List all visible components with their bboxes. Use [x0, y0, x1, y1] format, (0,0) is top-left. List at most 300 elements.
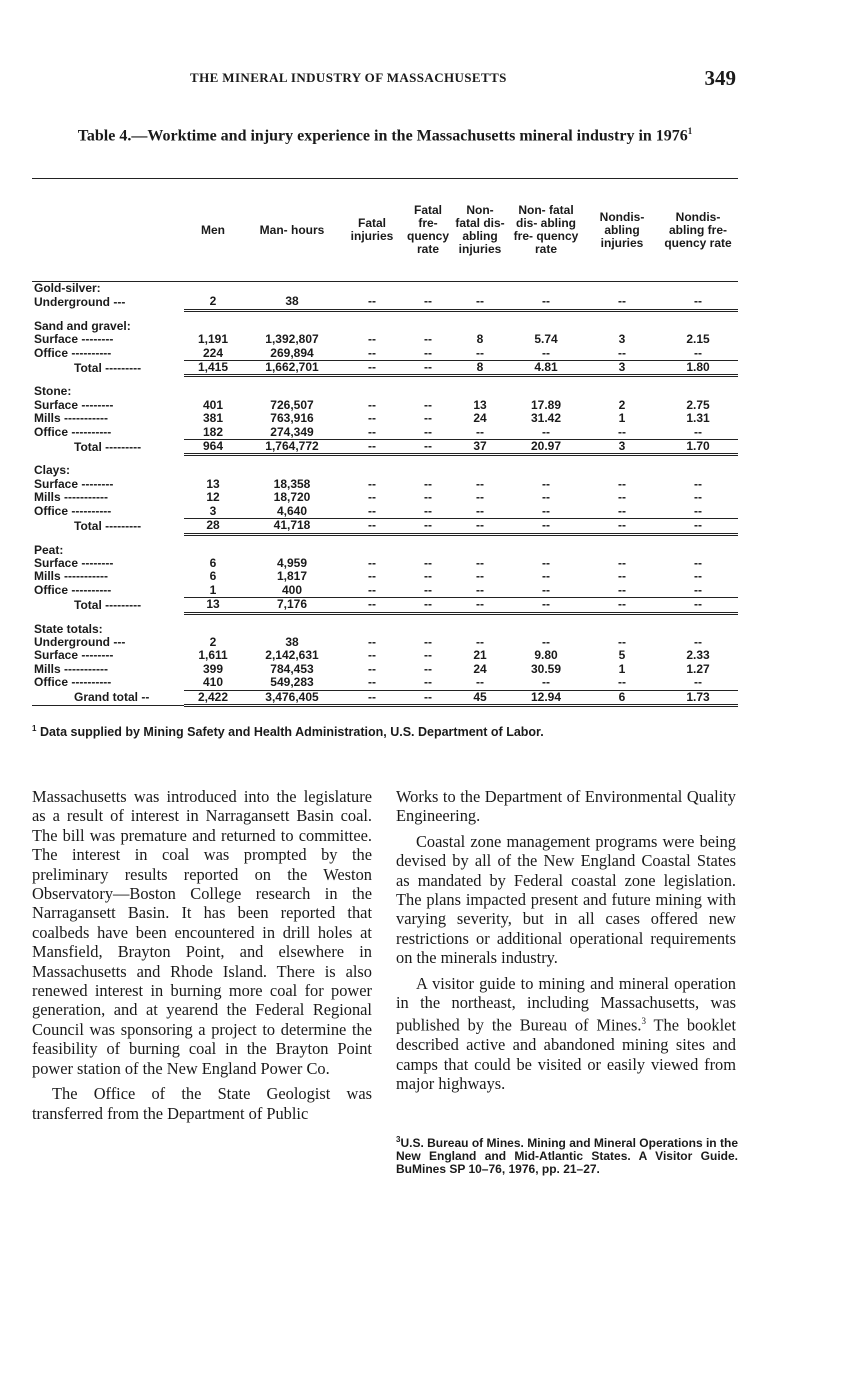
- table-cell: 3,476,405: [242, 690, 342, 705]
- table-cell: 5.74: [534, 332, 558, 347]
- table-row: [32, 385, 738, 398]
- table-cell: --: [476, 675, 484, 690]
- column-header: Fatal injuries: [350, 216, 394, 243]
- table-cell: [184, 464, 242, 477]
- table-title: [32, 122, 738, 145]
- table-cell: --: [542, 675, 550, 690]
- row-label: Clays:: [34, 464, 71, 478]
- table-row: [32, 598, 738, 613]
- table-row: [32, 636, 738, 649]
- table-cell: --: [424, 675, 432, 690]
- table-cell: [506, 544, 586, 557]
- table-cell: --: [476, 634, 484, 649]
- table-cell: --: [368, 634, 376, 649]
- spacer-row: [32, 534, 738, 544]
- row-label: Total ---------: [74, 518, 142, 533]
- table-cell: 6: [586, 690, 658, 705]
- table-cell: --: [342, 295, 402, 310]
- table-cell: --: [694, 569, 702, 584]
- table-cell: --: [342, 519, 402, 534]
- table-cell: --: [542, 345, 550, 360]
- table-cell: [506, 385, 586, 398]
- table-cell: --: [476, 345, 484, 360]
- row-label: Mills -----------: [34, 662, 108, 676]
- table-cell: 2: [618, 397, 626, 412]
- table-row: [32, 440, 738, 455]
- table-cell: 1.70: [658, 440, 738, 455]
- table-cell: 1: [618, 411, 626, 426]
- table-cell: --: [476, 569, 484, 584]
- table-cell: [184, 320, 242, 333]
- table-cell: --: [586, 519, 658, 534]
- column-header: Fatal fre- quency rate: [406, 203, 449, 256]
- table-cell: --: [586, 295, 658, 310]
- table-cell: 3: [209, 503, 217, 518]
- table-title-text: Table 4.—Worktime and injury experience in the Massachusetts mineral industry in 1976: [77, 127, 688, 145]
- table-cell: --: [424, 555, 432, 570]
- table-cell: 13: [206, 476, 220, 491]
- table-cell: 4,959: [276, 555, 308, 570]
- table-cell: 381: [202, 411, 224, 426]
- table-footnote: [32, 724, 732, 739]
- table-cell: 401: [202, 397, 224, 412]
- table-row: [32, 519, 738, 534]
- table-cell: [586, 464, 658, 477]
- table-cell: --: [368, 503, 376, 518]
- table-cell: --: [402, 295, 454, 310]
- table-cell: [342, 544, 402, 557]
- table-cell: --: [694, 424, 702, 439]
- table-cell: 41,718: [242, 519, 342, 534]
- table-cell: 37: [454, 440, 506, 455]
- table-cell: 182: [202, 424, 224, 439]
- table-cell: 549,283: [270, 675, 314, 690]
- table-cell: [586, 544, 658, 557]
- table-cell: [184, 282, 242, 296]
- table-cell: 2,142,631: [265, 648, 319, 663]
- table-cell: 28: [184, 519, 242, 534]
- table-cell: 31.42: [530, 411, 562, 426]
- table-cell: --: [476, 582, 484, 597]
- table-footnote-mark: 1: [32, 724, 37, 733]
- row-label: Underground ---: [34, 635, 126, 649]
- right-paragraph-3: [396, 974, 736, 1094]
- table-cell: --: [424, 490, 432, 505]
- table-cell: [454, 544, 506, 557]
- table-cell: [454, 320, 506, 333]
- table-cell: 400: [281, 582, 303, 597]
- table-cell: 6: [209, 569, 217, 584]
- table-cell: 964: [184, 440, 242, 455]
- table-cell: --: [368, 411, 376, 426]
- table-cell: [342, 282, 402, 296]
- table-cell: --: [618, 582, 626, 597]
- table-cell: 9.80: [534, 648, 558, 663]
- table-cell: --: [542, 490, 550, 505]
- table-cell: 8: [454, 361, 506, 376]
- column-header: Nondis- abling fre- quency rate: [664, 209, 732, 250]
- table-row: [32, 282, 738, 296]
- table-cell: --: [368, 582, 376, 597]
- table-cell: --: [454, 295, 506, 310]
- table-row: [32, 399, 738, 412]
- table-cell: --: [618, 503, 626, 518]
- table-header-row: [32, 179, 738, 282]
- table-cell: [184, 623, 242, 636]
- table-cell: 1,415: [184, 361, 242, 376]
- table-cell: 1,191: [197, 332, 229, 347]
- table-cell: 1,392,807: [265, 332, 319, 347]
- right-paragraph-3-tail: The booklet described active and abandoned mining sites and camps that could be visited or easily viewed from major highways.: [396, 1015, 737, 1094]
- table-cell: --: [424, 582, 432, 597]
- table-cell: 410: [202, 675, 224, 690]
- right-column: [396, 787, 736, 1094]
- table-cell: --: [618, 424, 626, 439]
- table-cell: --: [618, 476, 626, 491]
- table-cell: --: [618, 490, 626, 505]
- table-cell: --: [368, 569, 376, 584]
- table-cell: --: [368, 555, 376, 570]
- table-cell: 2.15: [686, 332, 710, 347]
- table-cell: --: [476, 424, 484, 439]
- table-cell: 45: [454, 690, 506, 705]
- table-cell: [658, 320, 738, 333]
- table-cell: 24: [473, 411, 487, 426]
- table-cell: --: [368, 424, 376, 439]
- table-row: [32, 426, 738, 440]
- table-cell: [506, 320, 586, 333]
- table-cell: [342, 623, 402, 636]
- table-cell: [586, 282, 658, 296]
- table-cell: --: [402, 440, 454, 455]
- table-cell: [658, 544, 738, 557]
- left-paragraph-2: The Office of the State Geologist was transferred from the Department of Public: [32, 1084, 372, 1123]
- column-header: Non- fatal dis- abling injuries: [455, 203, 505, 256]
- spacer-row: [32, 613, 738, 623]
- table-cell: --: [424, 648, 432, 663]
- table-cell: --: [506, 295, 586, 310]
- table-cell: 13: [184, 598, 242, 613]
- table-cell: --: [342, 440, 402, 455]
- column-header: Man- hours: [259, 222, 325, 237]
- row-label: Surface --------: [34, 649, 114, 663]
- table-cell: --: [368, 332, 376, 347]
- page-footnote: [396, 1133, 738, 1176]
- table-row: [32, 690, 738, 705]
- table-cell: 1: [618, 661, 626, 676]
- table-cell: --: [618, 569, 626, 584]
- row-label: Office ----------: [34, 583, 112, 597]
- table-cell: [402, 282, 454, 296]
- table-cell: [342, 385, 402, 398]
- table-cell: 30.59: [530, 661, 562, 676]
- table-cell: [658, 464, 738, 477]
- table-cell: --: [694, 582, 702, 597]
- table-cell: --: [694, 490, 702, 505]
- table-cell: --: [424, 661, 432, 676]
- table-cell: [242, 464, 342, 477]
- table-cell: 18,358: [273, 476, 311, 491]
- table-row: [32, 361, 738, 376]
- table-cell: --: [368, 397, 376, 412]
- table-cell: --: [658, 295, 738, 310]
- table-cell: 2: [209, 634, 217, 649]
- table-cell: --: [424, 345, 432, 360]
- table-row: [32, 333, 738, 346]
- table-cell: 17.89: [530, 397, 562, 412]
- row-label: Office ----------: [34, 504, 112, 518]
- table-title-footnote-mark: 1: [687, 126, 693, 136]
- row-label: Gold-silver:: [34, 281, 101, 295]
- table-cell: --: [542, 569, 550, 584]
- running-head: THE MINERAL INDUSTRY OF MASSACHUSETTS: [190, 70, 507, 85]
- table-row: [32, 412, 738, 425]
- left-column: [32, 787, 372, 1123]
- table-cell: --: [402, 361, 454, 376]
- table-cell: 1,611: [198, 648, 228, 663]
- right-paragraph-1: Works to the Department of Environmental Quality Engineering.: [396, 787, 736, 826]
- table-cell: --: [542, 555, 550, 570]
- table-cell: 4,640: [276, 503, 308, 518]
- table-cell: [242, 385, 342, 398]
- row-label: Total ---------: [74, 597, 142, 612]
- table-cell: [506, 623, 586, 636]
- table-cell: --: [342, 361, 402, 376]
- column-header: Men: [201, 222, 225, 237]
- table-row: [32, 320, 738, 333]
- table-cell: 224: [202, 345, 224, 360]
- table-cell: --: [618, 345, 626, 360]
- table-cell: --: [476, 555, 484, 570]
- table-cell: --: [694, 476, 702, 491]
- table-cell: [402, 320, 454, 333]
- row-label: Surface --------: [34, 333, 114, 347]
- row-label: Mills -----------: [34, 570, 108, 584]
- table-row: [32, 295, 738, 310]
- table-cell: 12: [206, 490, 220, 505]
- column-header: Nondis- abling injuries: [599, 209, 645, 250]
- table-row: [32, 676, 738, 690]
- right-paragraph-2: Coastal zone management programs were being devised by all of the New England Coastal States as mandated by Federal coastal zone legislation. The plans impacted present and future mining with varying severity, but in all cases offered new restrictions or additional operational requirements on the minerals industry.: [396, 831, 736, 968]
- row-label: Total ---------: [74, 360, 142, 375]
- table-cell: --: [694, 345, 702, 360]
- table-cell: 784,453: [270, 661, 314, 676]
- table-row: [32, 557, 738, 570]
- table-cell: [184, 385, 242, 398]
- table-cell: 3: [586, 440, 658, 455]
- row-label: Grand total --: [32, 690, 184, 705]
- table-cell: 2.75: [686, 397, 710, 412]
- table-cell: --: [542, 476, 550, 491]
- row-label: State totals:: [34, 622, 103, 636]
- table-row: [32, 584, 738, 598]
- table-cell: --: [476, 476, 484, 491]
- page-footnote-mark: 3: [396, 1135, 401, 1144]
- table-cell: --: [694, 675, 702, 690]
- table-cell: 1.27: [686, 661, 710, 676]
- table-cell: 6: [209, 555, 217, 570]
- table-cell: --: [424, 424, 432, 439]
- right-paragraph-3-text: A visitor guide to mining and mineral operation in the northeast, including Massachusetts, was published by the Bureau of Mines.: [396, 973, 736, 1035]
- table-cell: --: [368, 648, 376, 663]
- table-row: [32, 570, 738, 583]
- row-label: Sand and gravel:: [34, 319, 131, 333]
- table-cell: 1.31: [686, 411, 710, 426]
- table-cell: --: [694, 634, 702, 649]
- table-row: [32, 478, 738, 491]
- table-cell: --: [618, 555, 626, 570]
- table-cell: 24: [473, 661, 487, 676]
- table-cell: [586, 385, 658, 398]
- table-cell: --: [342, 598, 402, 613]
- table-cell: 38: [285, 634, 299, 649]
- table-cell: [402, 464, 454, 477]
- table-cell: [506, 464, 586, 477]
- table-cell: --: [658, 598, 738, 613]
- table-cell: 2: [184, 295, 242, 310]
- table-cell: [454, 385, 506, 398]
- table-cell: [658, 623, 738, 636]
- row-label: Office ----------: [34, 425, 112, 439]
- table-cell: --: [542, 424, 550, 439]
- table-cell: --: [542, 634, 550, 649]
- table-cell: --: [342, 690, 402, 705]
- table-row: [32, 663, 738, 676]
- table-cell: --: [402, 598, 454, 613]
- table-cell: [658, 385, 738, 398]
- table-cell: --: [476, 503, 484, 518]
- page-number: 349: [704, 66, 736, 90]
- table-cell: [184, 544, 242, 557]
- table-cell: 8: [476, 332, 484, 347]
- table-cell: --: [424, 397, 432, 412]
- table-cell: [342, 464, 402, 477]
- table-row: [32, 347, 738, 361]
- table-cell: [242, 320, 342, 333]
- table-cell: --: [542, 582, 550, 597]
- row-label: Underground ---: [34, 295, 126, 310]
- right-paragraph-3-mark: 3: [641, 1016, 646, 1027]
- table-cell: [242, 544, 342, 557]
- table-row: [32, 505, 738, 519]
- table-cell: 38: [242, 295, 342, 310]
- table-cell: [402, 544, 454, 557]
- table-cell: 1: [209, 582, 217, 597]
- column-header: [32, 179, 184, 282]
- table-cell: 4.81: [506, 361, 586, 376]
- row-label: Surface --------: [34, 398, 114, 412]
- table-cell: [586, 320, 658, 333]
- row-label: Total ---------: [74, 439, 142, 454]
- table-cell: --: [424, 411, 432, 426]
- table-cell: --: [368, 345, 376, 360]
- table-row: [32, 623, 738, 636]
- table-cell: --: [506, 519, 586, 534]
- table-cell: [586, 623, 658, 636]
- table-cell: [342, 320, 402, 333]
- table-cell: --: [424, 332, 432, 347]
- table-row: [32, 464, 738, 477]
- row-label: Peat:: [34, 543, 64, 557]
- row-label: Mills -----------: [34, 412, 108, 426]
- table-cell: 21: [473, 648, 487, 663]
- table-cell: [506, 282, 586, 296]
- table-cell: 1.80: [658, 361, 738, 376]
- table-cell: 3: [586, 361, 658, 376]
- table-cell: 726,507: [270, 397, 314, 412]
- table-cell: --: [424, 476, 432, 491]
- table-cell: 3: [618, 332, 626, 347]
- row-label: Office ----------: [34, 676, 112, 690]
- table-cell: 18,720: [273, 490, 311, 505]
- table-cell: 5: [618, 648, 626, 663]
- table-cell: --: [424, 569, 432, 584]
- table-cell: [454, 623, 506, 636]
- spacer-row: [32, 455, 738, 465]
- table-cell: [454, 464, 506, 477]
- table-footnote-text: Data supplied by Mining Safety and Health Administration, U.S. Department of Labor.: [39, 725, 544, 740]
- table-body: [32, 282, 738, 706]
- table-row: [32, 649, 738, 662]
- table-cell: 12.94: [506, 690, 586, 705]
- left-paragraph-1: Massachusetts was introduced into the legislature as a result of interest in Narragansett Basin coal. The bill was premature and returned to committee. The interest in coal was prompted by the preliminary results reported on the Weston Observatory—Boston College research in the Narragansett Basin. It has been reported that coalbeds have been encountered in drill holes at Mansfield, Brayton Point, and elsewhere in Massachusetts and Rhode Island. There is also renewed interest in burning more coal for power generation, and at yearend the Federal Regional Council was sponsoring a project to determine the feasibility of burning coal in the Brayton Point power station of the New England Power Co.: [32, 787, 372, 1078]
- table-cell: 20.97: [506, 440, 586, 455]
- row-label: Surface --------: [34, 477, 114, 491]
- table-cell: --: [402, 690, 454, 705]
- table-cell: 7,176: [242, 598, 342, 613]
- table-cell: --: [542, 503, 550, 518]
- table-cell: 13: [473, 397, 487, 412]
- table-cell: 274,349: [270, 424, 314, 439]
- table-row: [32, 491, 738, 504]
- table-cell: 2.33: [686, 648, 710, 663]
- table-cell: --: [368, 661, 376, 676]
- table-cell: --: [618, 675, 626, 690]
- row-label: Surface --------: [34, 556, 114, 570]
- row-label: Stone:: [34, 385, 72, 399]
- table-cell: --: [586, 598, 658, 613]
- table-cell: --: [368, 476, 376, 491]
- table-cell: --: [618, 634, 626, 649]
- table-cell: --: [368, 490, 376, 505]
- table-cell: 1.73: [658, 690, 738, 705]
- table-cell: --: [476, 490, 484, 505]
- spacer-row: [32, 310, 738, 320]
- table-cell: 763,916: [270, 411, 314, 426]
- table-cell: [242, 623, 342, 636]
- table-cell: --: [424, 634, 432, 649]
- table-cell: 1,764,772: [242, 440, 342, 455]
- table-cell: --: [694, 555, 702, 570]
- row-label: Mills -----------: [34, 491, 108, 505]
- table-cell: --: [454, 598, 506, 613]
- table-cell: [658, 282, 738, 296]
- injury-table: [32, 178, 738, 707]
- table-cell: --: [454, 519, 506, 534]
- table-cell: 269,894: [270, 345, 314, 360]
- table-cell: 2,422: [184, 690, 242, 705]
- table-cell: --: [694, 503, 702, 518]
- table-cell: --: [368, 675, 376, 690]
- row-label: Office ----------: [34, 346, 112, 360]
- column-header: Non- fatal dis- abling fre- quency rate: [513, 203, 579, 256]
- table-row: [32, 544, 738, 557]
- table-cell: --: [424, 503, 432, 518]
- table-cell: 1,662,701: [242, 361, 342, 376]
- table-cell: --: [658, 519, 738, 534]
- table-cell: [402, 623, 454, 636]
- page-footnote-text: U.S. Bureau of Mines. Mining and Mineral Operations in the New England and Mid-Atlantic States. A Visitor Guide. BuMines SP 10–76, 1976, pp. 21–27.: [396, 1136, 738, 1176]
